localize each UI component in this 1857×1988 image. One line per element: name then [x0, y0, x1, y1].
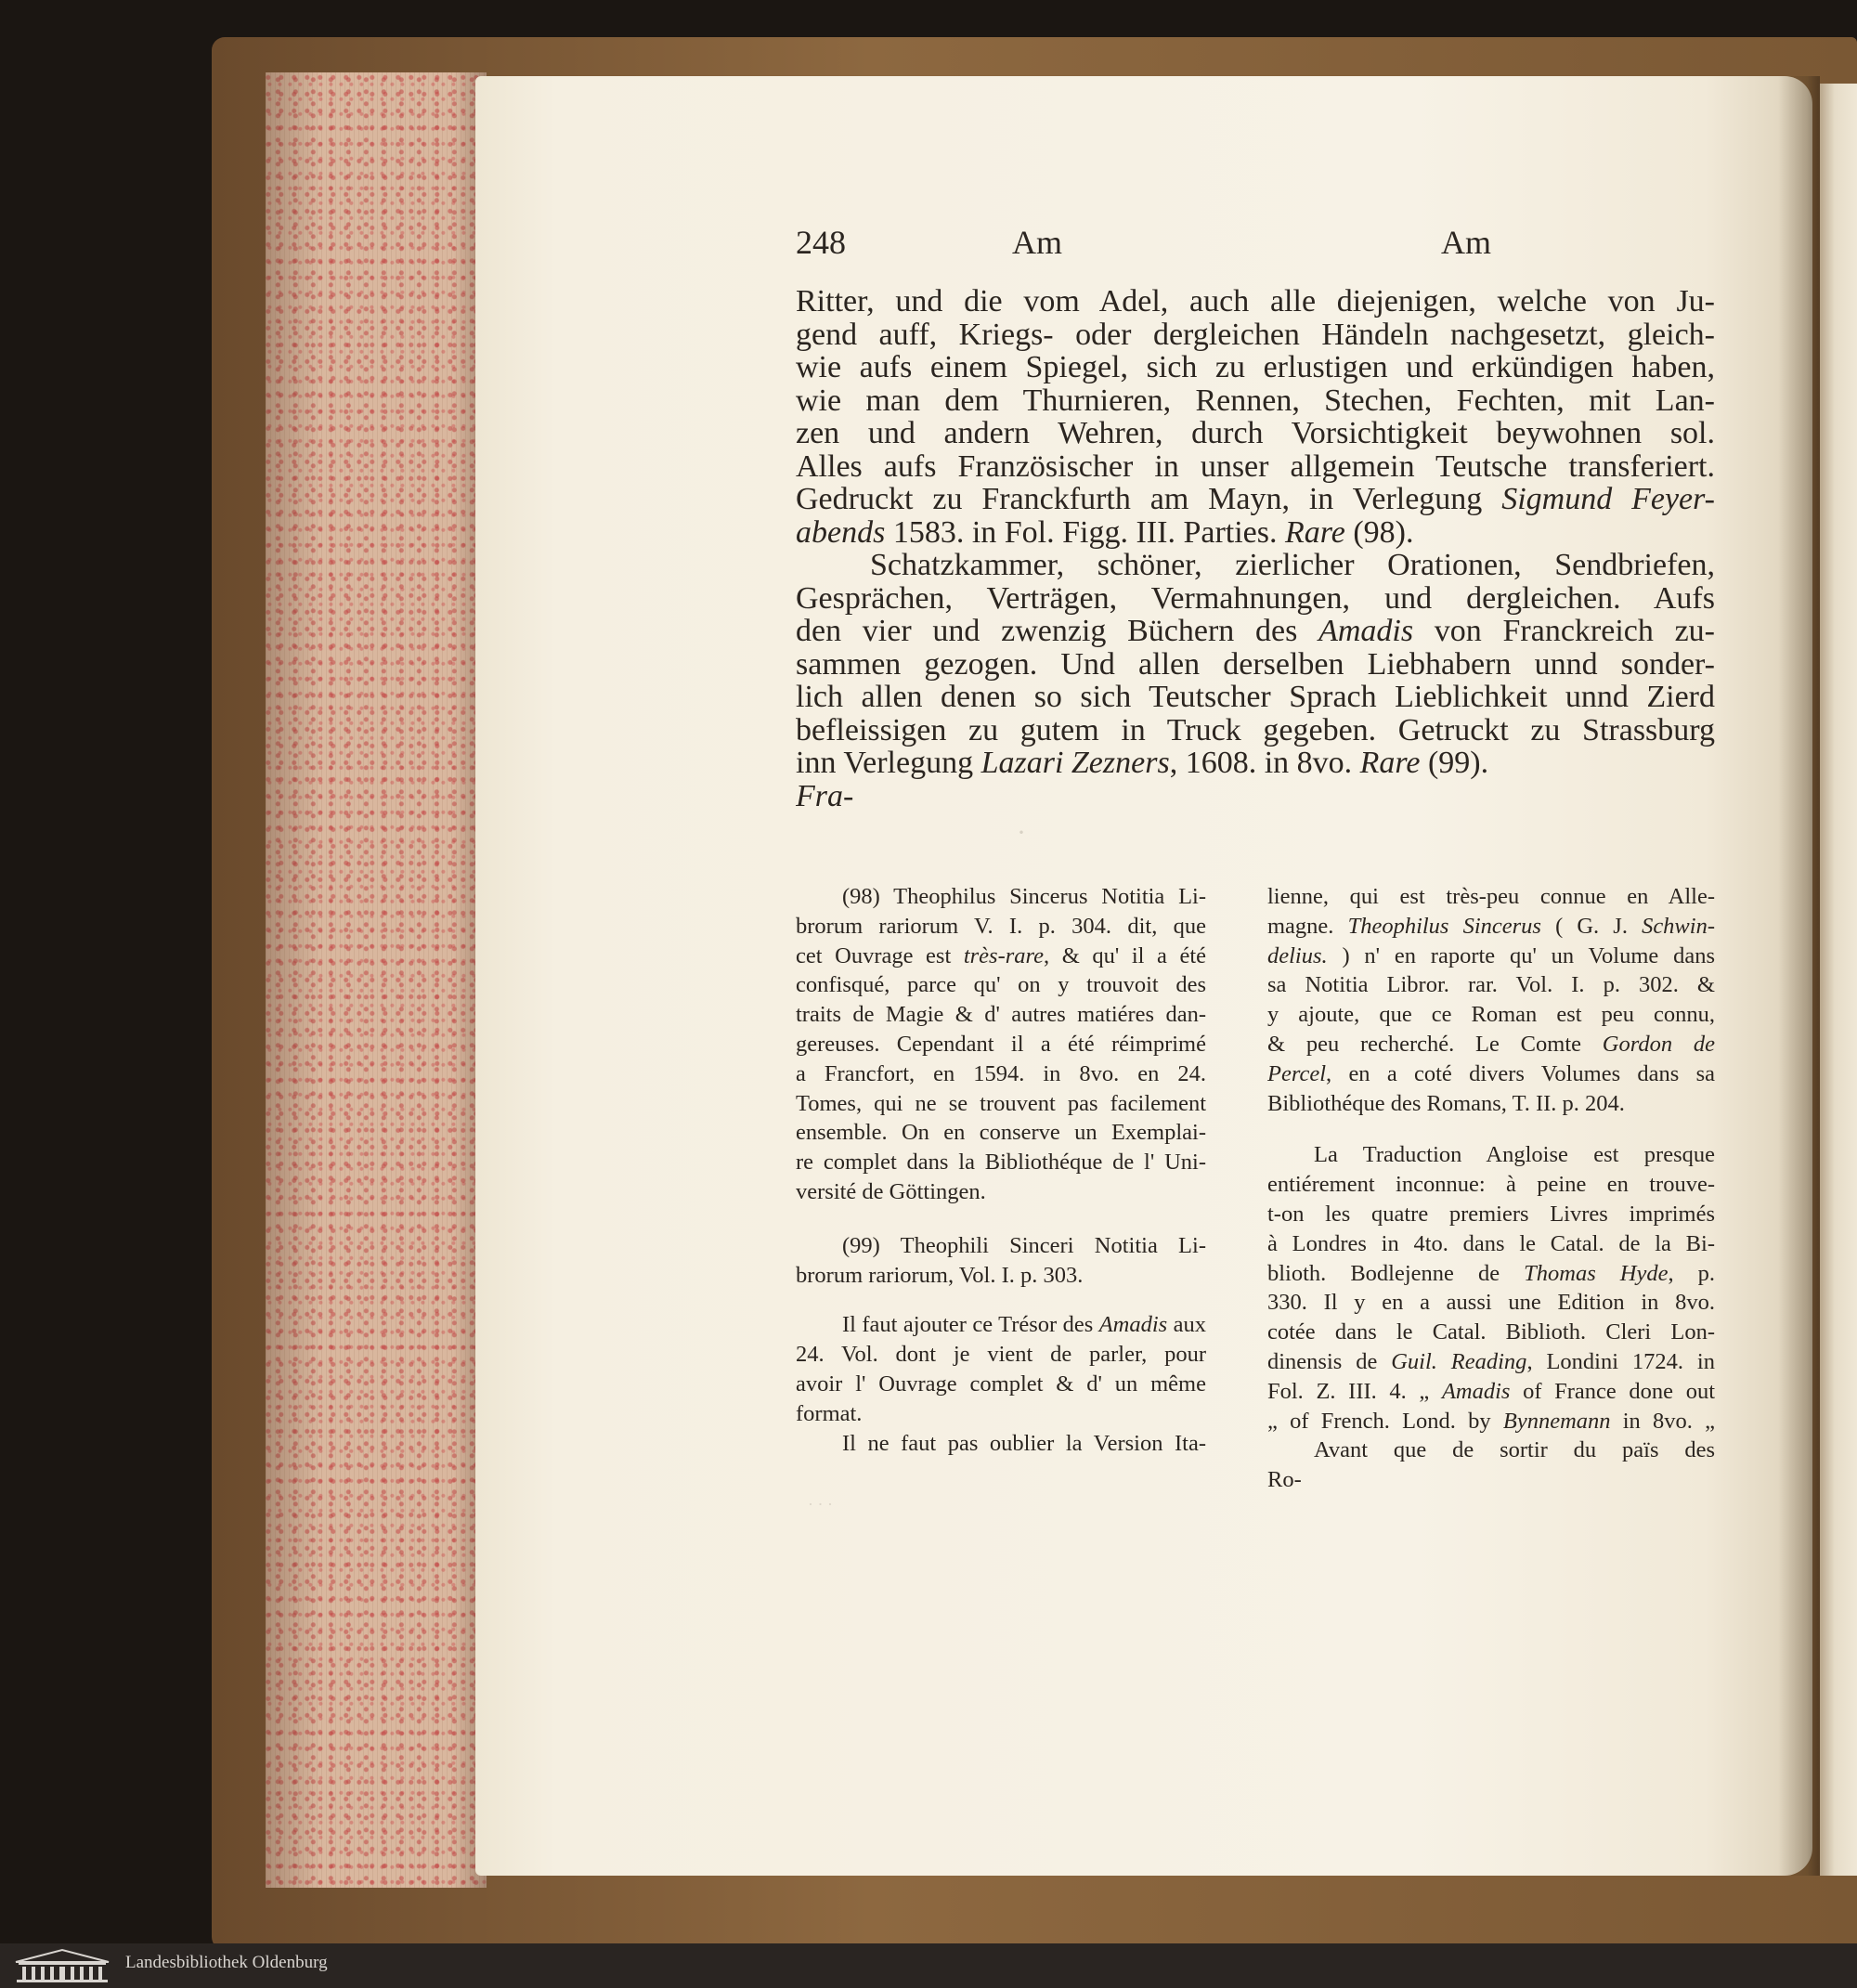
note-line: cet Ouvrage est très-rare, & qu' il a été	[796, 942, 1206, 968]
note-line: ensemble. On en conserve un Exemplai-	[796, 1120, 1206, 1146]
note-line: dinensis de Guil. Reading, Londini 1724. in	[1267, 1348, 1715, 1374]
note-line: gereuses. Cependant il a été réimprimé	[796, 1031, 1206, 1057]
note-line: traits de Magie & d' autres matiéres dan-	[796, 1002, 1206, 1028]
main-line: Schatzkammer, schöner, zierlicher Orationen, Sendbriefen,	[870, 549, 1715, 582]
note-line: versité de Göttingen.	[796, 1178, 986, 1204]
note-spacer	[796, 1207, 1206, 1231]
note-line: avoir l' Ouvrage complet & d' un même	[796, 1371, 1206, 1397]
notes-right-column	[1267, 882, 1715, 1495]
main-line: zen und andern Wehren, durch Vorsichtigkeit beywohnen sol.	[796, 417, 1715, 450]
library-building-logo-icon	[11, 1947, 113, 1984]
main-line: sammen gezogen. Und allen derselben Liebhabern unnd sonder-	[796, 647, 1715, 681]
note-line: Fol. Z. III. 4. „ Amadis of France done out	[1267, 1378, 1715, 1404]
note-line: Il faut ajouter ce Trésor des Amadis aux	[842, 1312, 1206, 1338]
note-line: a Francfort, en 1594. in 8vo. en 24.	[796, 1060, 1206, 1086]
note-line: Il ne faut pas oublier la Version Ita-	[842, 1430, 1206, 1456]
book-gutter-shadow	[1778, 76, 1820, 1876]
note-line: y ajoute, que ce Roman est peu connu,	[1267, 1002, 1715, 1028]
note-line: cotée dans le Catal. Biblioth. Cleri Lon-	[1267, 1319, 1715, 1345]
show-through-text: · · ·	[808, 1495, 833, 1514]
main-line: gend auff, Kriegs- oder dergleichen Händeln nachgesetzt, gleich-	[796, 318, 1715, 351]
library-footer-bar	[0, 1943, 1857, 1988]
page-number: 248	[796, 224, 846, 261]
note-spacer	[796, 1290, 1206, 1310]
note-line: entiérement inconnue: à peine en trouve-	[1267, 1172, 1715, 1198]
note-line: 330. Il y en a aussi une Edition in 8vo.	[1267, 1290, 1715, 1316]
show-through-text: ·	[1017, 817, 1026, 848]
main-line: Gedruckt zu Franckfurth am Mayn, in Verlegung Sigmund Feyer-	[796, 483, 1715, 516]
note-line: Bibliothéque des Romans, T. II. p. 204.	[1267, 1090, 1625, 1116]
catchword: Fra-	[796, 779, 854, 812]
note-line: blioth. Bodlejenne de Thomas Hyde, p.	[1267, 1260, 1715, 1286]
note-spacer	[1267, 1118, 1715, 1140]
note-line: t-on les quatre premiers Livres imprimés	[1267, 1201, 1715, 1227]
note-line: Tomes, qui ne se trouvent pas facilement	[796, 1090, 1206, 1116]
note-line: La Traduction Angloise est presque	[1314, 1142, 1715, 1168]
note-line: confisqué, parce qu' on y trouvoit des	[796, 972, 1206, 998]
notes-left-column	[796, 882, 1206, 1458]
note-line: Avant que de sortir du païs des	[1314, 1437, 1715, 1463]
main-line: Ritter, und die vom Adel, auch alle diejenigen, welche von Ju-	[796, 285, 1715, 318]
main-line: befleissigen zu gutem in Truck gegeben. Getruckt zu Strassburg	[796, 713, 1715, 747]
library-name: Landesbibliothek Oldenburg	[125, 1953, 328, 1972]
main-text-block	[796, 285, 1715, 812]
main-line: inn Verlegung Lazari Zezners, 1608. in 8vo. Rare (99).	[796, 747, 1489, 780]
note-line: Percel, en a coté divers Volumes dans sa	[1267, 1060, 1715, 1086]
note-line: (98) Theophilus Sincerus Notitia Li-	[842, 884, 1206, 909]
running-head-right: Am	[1441, 224, 1491, 261]
note-line: & peu recherché. Le Comte Gordon de	[1267, 1031, 1715, 1057]
main-line: abends 1583. in Fol. Figg. III. Parties. Rare (98).	[796, 515, 1414, 549]
note-line: lienne, qui est très-peu connue en Alle-	[1267, 884, 1715, 909]
catchword: Ro-	[1267, 1467, 1302, 1493]
note-line: magne. Theophilus Sincerus ( G. J. Schwin-	[1267, 913, 1715, 939]
main-line: lich allen denen so sich Teutscher Sprach Lieblichkeit unnd Zierd	[796, 681, 1715, 714]
main-line: den vier und zwenzig Büchern des Amadis von Franckreich zu-	[796, 615, 1715, 648]
running-head-left: Am	[1012, 224, 1062, 261]
main-line: Gesprächen, Verträgen, Vermahnungen, und dergleichen. Aufs	[796, 581, 1715, 615]
note-line: brorum rariorum V. I. p. 304. dit, que	[796, 913, 1206, 939]
note-line: 24. Vol. dont je vient de parler, pour	[796, 1342, 1206, 1368]
page-edges-shade	[266, 72, 487, 1888]
note-line: brorum rariorum, Vol. I. p. 303.	[796, 1262, 1084, 1288]
main-line: wie aufs einem Spiegel, sich zu erlustigen und erkündigen haben,	[796, 351, 1715, 384]
note-line: format.	[796, 1400, 863, 1426]
note-line: „ of French. Lond. by Bynnemann in 8vo. „	[1267, 1408, 1715, 1434]
note-line: (99) Theophili Sinceri Notitia Li-	[842, 1232, 1206, 1258]
note-line: delius. ) n' en raporte qu' un Volume dans	[1267, 942, 1715, 968]
note-line: re complet dans la Bibliothéque de l' Uni-	[796, 1150, 1206, 1176]
main-line: wie man dem Thurnieren, Rennen, Stechen, Fechten, mit Lan-	[796, 383, 1715, 417]
note-line: à Londres in 4to. dans le Catal. de la Bi-	[1267, 1230, 1715, 1256]
note-line: sa Notitia Libror. rar. Vol. I. p. 302. &	[1267, 972, 1715, 998]
facing-page-edge	[1820, 84, 1857, 1876]
main-line: Alles aufs Französischer in unser allgemein Teutsche transferiert.	[796, 449, 1715, 483]
